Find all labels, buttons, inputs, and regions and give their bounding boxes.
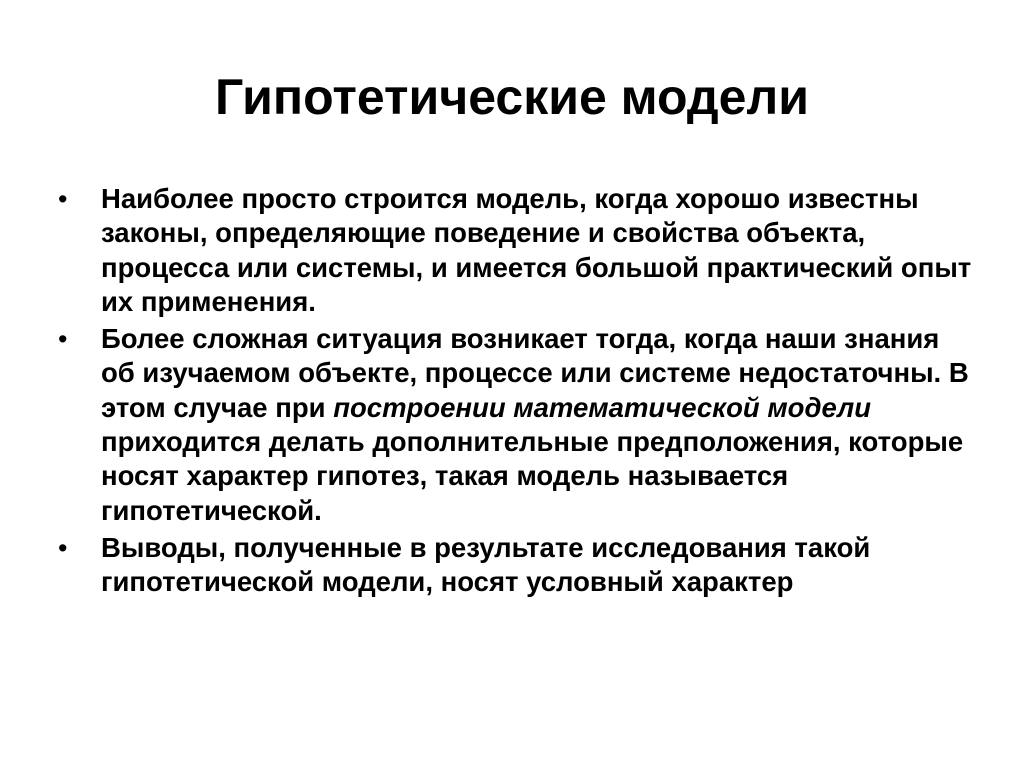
bullet-text: [101, 323, 969, 525]
bullet-text-part: приходится делать дополнительные предположения, которые носят характер гипотез, такая модель называется гипотетической.: [101, 426, 964, 526]
bullet-text-part: Более сложная ситуация возникает тогда, когда наши знания об изучаемом объекте, процессе или системе недостаточны. В этом случае при: [101, 323, 969, 423]
bullet-marker: •: [58, 324, 68, 355]
bullet-item-2: [58, 322, 978, 528]
bullet-marker: •: [58, 532, 68, 563]
bullet-text: [101, 183, 971, 317]
bullet-text-part: Наиболее просто строится модель, когда хорошо известны законы, определяющие поведение и свойства объекта, процесса или системы, и имеется большой практический опыт их применения.: [101, 183, 972, 317]
bullet-item-1: [58, 182, 978, 319]
bullet-text: [101, 532, 870, 597]
bullet-text-part: Выводы, полученные в результате исследования такой гипотетической модели, носят условный характер: [101, 531, 871, 598]
bullet-marker: •: [58, 184, 68, 214]
bullet-list: [58, 182, 978, 603]
bullet-item-3: [58, 531, 978, 600]
bullet-text-emphasis: построении математической модели: [333, 391, 871, 423]
slide-title: Гипотетические модели: [215, 69, 809, 125]
